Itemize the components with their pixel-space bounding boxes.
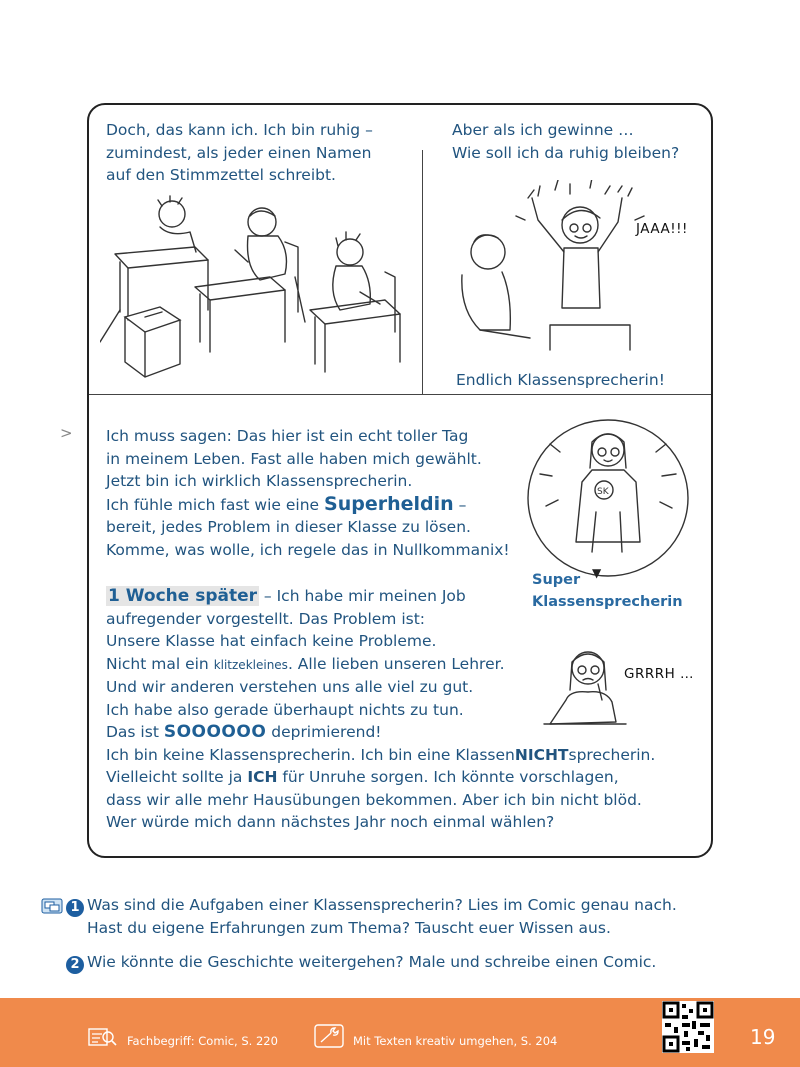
partner-work-icon xyxy=(41,897,61,915)
chevron-right-icon: > xyxy=(60,424,73,442)
task-line: Was sind die Aufgaben einer Klassensprecherin? Lies im Comic genau nach. xyxy=(87,896,677,914)
klitzekleines-word: klitzekleines xyxy=(213,657,288,672)
panel3-line: bereit, jedes Problem in dieser Klasse zu lösen. xyxy=(106,518,471,536)
grumpy-girl-illustration xyxy=(540,640,630,730)
panel3-line: in meinem Leben. Fast alle haben mich gewählt. xyxy=(106,449,482,468)
panel2-text xyxy=(452,119,679,164)
speech-bubble-grrrh: GRRRH … xyxy=(624,666,695,682)
cheering-girl-illustration xyxy=(450,180,690,355)
panel4-line-end: sprecherin. xyxy=(568,745,656,764)
wrench-icon xyxy=(314,1024,344,1052)
footer-ref-kreativ: Mit Texten kreativ umgehen, S. 204 xyxy=(353,1034,558,1048)
classroom-voting-illustration xyxy=(100,192,410,387)
qr-code[interactable] xyxy=(662,1001,714,1053)
panel4-line xyxy=(106,585,655,608)
nicht-word: NICHT xyxy=(514,745,569,764)
panel1-line: auf den Stimmzettel schreibt. xyxy=(106,166,336,184)
panel-divider-horizontal xyxy=(89,394,711,395)
soooooo-word: SOOOOOO xyxy=(163,722,267,742)
panel3-line: Ich muss sagen: Das hier ist ein echt toller Tag xyxy=(106,427,469,445)
panel4-line-end: für Unruhe sorgen. Ich könnte vorschlagen, xyxy=(277,768,619,786)
footer-ref-comic: Fachbegriff: Comic, S. 220 xyxy=(127,1034,278,1048)
panel3-line-start: Ich fühle mich fast wie eine xyxy=(106,495,325,514)
speech-bubble-jaaa: JAAA!!! xyxy=(636,221,688,237)
panel3-line: Jetzt bin ich wirklich Klassensprecherin. xyxy=(106,472,413,490)
panel1-line: zumindest, als jeder einen Namen xyxy=(106,143,372,162)
superhero-girl-illustration xyxy=(520,412,700,584)
panel4-line: Ich habe also gerade überhaupt nichts zu tun. xyxy=(106,700,464,719)
task-2-text xyxy=(87,951,656,974)
panel4-line-end: – Ich habe mir meinen Job xyxy=(259,587,466,605)
task-line: Wie könnte die Geschichte weitergehen? Male und schreibe einen Comic. xyxy=(87,953,657,971)
panel2-line: Aber als ich gewinne … xyxy=(452,121,634,139)
panel4-line: aufregender vorgestellt. Das Problem ist: xyxy=(106,609,425,628)
hero-badge-text: SK xyxy=(597,487,609,497)
panel4-line: Und wir anderen verstehen uns alle viel zu gut. xyxy=(106,678,474,696)
caption-line: Super xyxy=(532,572,581,588)
task-number-badge: 2 xyxy=(66,956,84,974)
task-2-number xyxy=(66,953,84,974)
task-1-text xyxy=(87,894,677,940)
panel4-line xyxy=(106,766,655,789)
panel3-line: Komme, was wolle, ich regele das in Nullkommanix! xyxy=(106,540,510,559)
arrow-down-icon: ▼ xyxy=(592,566,602,580)
page-number: 19 xyxy=(750,1025,776,1049)
superheldin-word: Superheldin xyxy=(324,492,454,515)
panel4-line-end: deprimierend! xyxy=(266,723,382,741)
caption-line: Klassensprecherin xyxy=(532,594,683,610)
panel4-line-end: . Alle lieben unseren Lehrer. xyxy=(287,654,505,673)
ich-word: ICH xyxy=(247,768,278,786)
panel1-text xyxy=(106,119,373,187)
panel2-line: Wie soll ich da ruhig bleiben? xyxy=(452,143,680,162)
panel-divider-vertical xyxy=(422,150,423,394)
panel4-line-start: Vielleicht sollte ja xyxy=(106,768,248,786)
panel4-line: Wer würde mich dann nächstes Jahr noch einmal wählen? xyxy=(106,813,555,831)
panel3-text xyxy=(106,425,510,561)
panel3-line xyxy=(106,493,510,517)
book-magnifier-icon xyxy=(88,1026,118,1052)
task-line: Hast du eigene Erfahrungen zum Thema? Tauscht euer Wissen aus. xyxy=(87,919,611,937)
panel4-line-start: Ich bin keine Klassensprecherin. Ich bin eine Klassen xyxy=(106,745,515,764)
task-number-badge: 1 xyxy=(66,899,84,917)
week-later-label: 1 Woche später xyxy=(108,586,257,606)
panel4-line xyxy=(106,744,655,767)
panel3-line-end: – xyxy=(453,495,467,514)
panel4-line: dass wir alle mehr Hausübungen bekommen. Aber ich bin nicht blöd. xyxy=(106,790,642,809)
panel2-caption: Endlich Klassensprecherin! xyxy=(456,371,665,389)
panel4-line: Unsere Klasse hat einfach keine Probleme. xyxy=(106,632,437,650)
panel4-line-start: Nicht mal ein xyxy=(106,654,214,673)
task-1-number xyxy=(66,896,84,917)
panel4-line-start: Das ist xyxy=(106,723,164,741)
panel1-line: Doch, das kann ich. Ich bin ruhig – xyxy=(106,121,373,139)
